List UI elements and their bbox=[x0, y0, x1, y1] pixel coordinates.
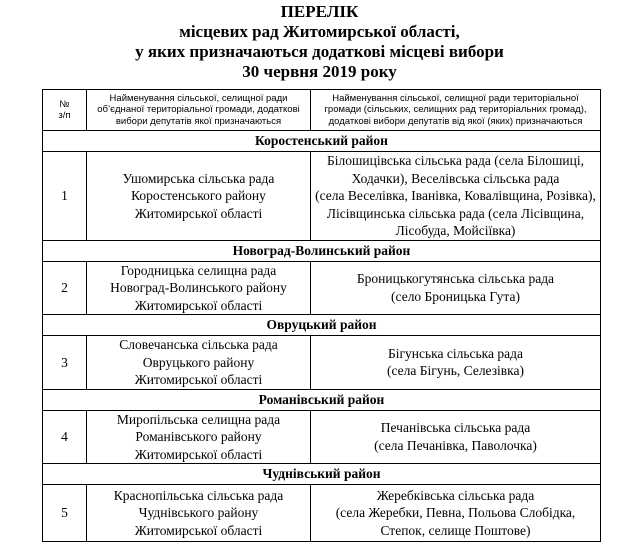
row-number: 5 bbox=[43, 485, 87, 542]
table-row bbox=[43, 485, 601, 542]
header-community-line: громади (сільських, селищних рад територіальних громад), bbox=[324, 104, 587, 116]
council-line: Чуднівського району bbox=[138, 505, 259, 521]
community-cell bbox=[311, 410, 601, 464]
header-council-line: вибори депутатів якої призначаються bbox=[115, 115, 282, 127]
district-row bbox=[43, 389, 601, 410]
community-line: (села Печанівка, Паволочка) bbox=[374, 437, 537, 453]
council-cell bbox=[87, 410, 311, 464]
header-community-line: Найменування сільської, селищної ради територіальної bbox=[332, 92, 579, 104]
row-number: 4 bbox=[43, 410, 87, 464]
district-row bbox=[43, 464, 601, 485]
council-line: Миропільська селищна рада bbox=[116, 411, 281, 427]
community-line: Ходачки), Веселівська сільська рада bbox=[351, 170, 560, 186]
title-line-4: 30 червня 2019 року bbox=[242, 62, 397, 81]
council-line: Краснопільська сільська рада bbox=[113, 487, 284, 503]
community-line: (села Бігунь, Селезівка) bbox=[386, 363, 525, 379]
community-line: Степок, селище Поштове) bbox=[380, 522, 531, 538]
row-number: 2 bbox=[43, 261, 87, 315]
district-row bbox=[43, 131, 601, 152]
district-name: Чуднівський район bbox=[43, 464, 601, 485]
community-line: (село Броницька Гута) bbox=[391, 288, 520, 304]
community-line: Жеребківська сільська рада bbox=[376, 487, 535, 503]
district-name: Коростенський район bbox=[43, 131, 601, 152]
table-row bbox=[43, 410, 601, 464]
title-line-1: ПЕРЕЛІК bbox=[280, 2, 359, 21]
council-cell bbox=[87, 261, 311, 315]
council-line: Житомирської області bbox=[134, 522, 263, 538]
council-line: Житомирської області bbox=[134, 297, 263, 313]
council-line: Коростенського району bbox=[131, 188, 266, 203]
community-cell bbox=[311, 485, 601, 542]
row-number: 3 bbox=[43, 336, 87, 390]
header-community-line: додаткові вибори депутатів від якої (яких) призначаються bbox=[328, 115, 583, 127]
council-line: Житомирської області bbox=[134, 372, 263, 387]
title-line-2: місцевих рад Житомирської області, bbox=[179, 22, 460, 41]
community-line: (села Веселівка, Іванівка, Ковалівщина, Розівка), bbox=[315, 188, 596, 203]
header-number-line: № bbox=[59, 98, 70, 110]
table-header-row bbox=[43, 90, 601, 131]
community-line: (села Жеребки, Певна, Польова Слобідка, bbox=[335, 505, 576, 521]
community-line: Лісівщинська сільська рада (села Лісівщина, bbox=[326, 205, 585, 221]
district-row bbox=[43, 240, 601, 261]
district-name: Новоград-Волинський район bbox=[43, 240, 601, 261]
council-line: Новоград-Волинського району bbox=[110, 280, 287, 295]
document-title bbox=[0, 2, 639, 82]
council-line: Ушомирська сільська рада bbox=[122, 170, 275, 186]
table-row bbox=[43, 336, 601, 390]
header-community bbox=[311, 90, 601, 131]
community-line: Броницькогутянська сільська рада bbox=[356, 271, 555, 287]
council-line: Романівського району bbox=[135, 429, 262, 444]
council-line: Житомирської області bbox=[134, 205, 263, 221]
header-council-line: об’єднаної територіальної громади, додаткові bbox=[97, 104, 300, 116]
community-line: Лісобуда, Мойсіївка) bbox=[395, 223, 516, 238]
council-cell bbox=[87, 336, 311, 390]
header-council bbox=[87, 90, 311, 131]
header-number-line: з/п bbox=[58, 110, 71, 121]
table-row bbox=[43, 152, 601, 241]
header-council-line: Найменування сільської, селищної ради bbox=[109, 92, 288, 104]
district-name: Овруцький район bbox=[43, 315, 601, 336]
district-row bbox=[43, 315, 601, 336]
councils-table bbox=[42, 89, 601, 542]
district-name: Романівський район bbox=[43, 389, 601, 410]
table-row bbox=[43, 261, 601, 315]
header-number bbox=[43, 90, 87, 131]
community-cell bbox=[311, 261, 601, 315]
council-line: Словечанська сільська рада bbox=[119, 337, 278, 352]
council-line: Городницька селищна рада bbox=[120, 262, 277, 278]
community-line: Білошицівська сільська рада (села Білошиці, bbox=[327, 153, 584, 168]
council-line: Житомирської області bbox=[134, 446, 263, 462]
community-cell bbox=[311, 152, 601, 241]
community-cell bbox=[311, 336, 601, 390]
title-line-3: у яких призначаються додаткові місцеві вибори bbox=[135, 42, 504, 61]
council-cell bbox=[87, 485, 311, 542]
council-line: Овруцького району bbox=[142, 354, 255, 370]
community-line: Бігунська сільська рада bbox=[388, 345, 523, 361]
council-cell bbox=[87, 152, 311, 241]
row-number: 1 bbox=[43, 152, 87, 241]
community-line: Печанівська сільська рада bbox=[380, 420, 531, 436]
